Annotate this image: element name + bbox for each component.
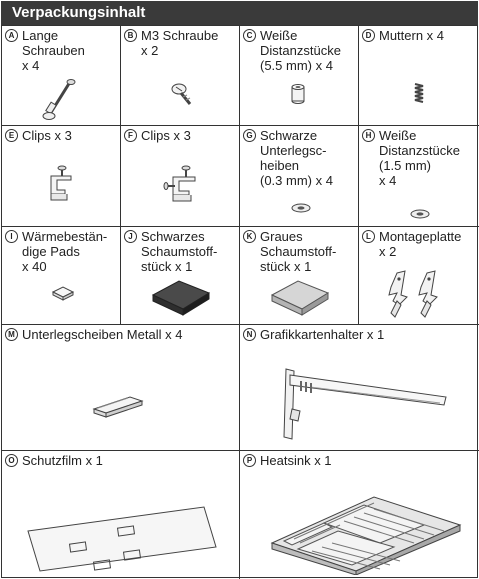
item-cell-a: [2, 26, 121, 126]
item-letter-badge: A: [5, 29, 18, 42]
item-label-j: [124, 229, 217, 274]
item-label-l: [362, 229, 461, 259]
item-letter-badge: E: [5, 129, 18, 142]
item-text: Graues Schaumstoff- stück x 1: [260, 229, 337, 274]
item-cell-h: [359, 126, 479, 227]
item-letter-badge: D: [362, 29, 375, 42]
black-washer-icon: [290, 202, 312, 214]
item-cell-d: [359, 26, 479, 126]
white-washer-icon: [409, 208, 431, 220]
item-label-f: [124, 128, 191, 143]
item-text: Weiße Distanzstücke (1.5 mm) x 4: [379, 128, 460, 188]
clip-icon: [45, 164, 75, 204]
item-label-o: [5, 453, 103, 468]
item-letter-badge: I: [5, 230, 18, 243]
item-label-k: [243, 229, 336, 274]
item-cell-i: [2, 227, 121, 325]
item-label-b: [124, 28, 218, 58]
section-title: Verpackungsinhalt: [1, 1, 478, 25]
black-foam-icon: [149, 277, 213, 319]
item-cell-f: [121, 126, 240, 227]
item-letter-badge: B: [124, 29, 137, 42]
item-text: Clips x 3: [22, 128, 72, 143]
item-label-e: [5, 128, 72, 143]
item-text: Heatsink x 1: [260, 453, 332, 468]
item-cell-l: [359, 227, 479, 325]
m3-screw-icon: [171, 82, 193, 106]
item-letter-badge: L: [362, 230, 375, 243]
item-text: Schutzfilm x 1: [22, 453, 103, 468]
gpu-holder-bracket-icon: [270, 363, 450, 445]
item-cell-b: [121, 26, 240, 126]
item-letter-badge: C: [243, 29, 256, 42]
long-screw-icon: [40, 78, 76, 122]
protective-film-icon: [20, 503, 226, 575]
item-letter-badge: N: [243, 328, 256, 341]
item-text: Schwarze Unterlegsc- heiben (0.3 mm) x 4: [260, 128, 333, 188]
item-text: Wärmebestän- dige Pads x 40: [22, 229, 108, 274]
gray-foam-icon: [268, 277, 332, 319]
item-label-i: [5, 229, 107, 274]
item-letter-badge: O: [5, 454, 18, 467]
item-label-p: [243, 453, 332, 468]
item-text: Weiße Distanzstücke (5.5 mm) x 4: [260, 28, 341, 73]
item-text: Montageplatte x 2: [379, 229, 462, 259]
thermal-pad-icon: [50, 284, 76, 302]
item-label-a: [5, 28, 85, 73]
item-cell-e: [2, 126, 121, 227]
item-letter-badge: H: [362, 129, 375, 142]
contents-grid: [1, 25, 478, 578]
item-text: Muttern x 4: [379, 28, 445, 43]
item-cell-n: [240, 325, 479, 451]
spring-nut-icon: [411, 80, 427, 106]
item-label-n: [243, 327, 384, 342]
white-spacer-icon: [290, 83, 306, 105]
item-cell-p: [240, 451, 479, 579]
item-cell-k: [240, 227, 359, 325]
item-text: Schwarzes Schaumstoff- stück x 1: [141, 229, 218, 274]
item-letter-badge: M: [5, 328, 18, 341]
item-letter-badge: K: [243, 230, 256, 243]
item-cell-g: [240, 126, 359, 227]
item-label-m: [5, 327, 182, 342]
item-text: Unterlegscheiben Metall x 4: [22, 327, 183, 342]
clip-with-screw-icon: [163, 164, 199, 208]
metal-shim-icon: [90, 391, 146, 421]
item-cell-o: [2, 451, 240, 579]
item-label-d: [362, 28, 444, 43]
mounting-plate-icon: [383, 265, 453, 323]
item-text: M3 Schraube x 2: [141, 28, 219, 58]
item-letter-badge: J: [124, 230, 137, 243]
heatsink-icon: [264, 491, 464, 575]
item-text: Clips x 3: [141, 128, 191, 143]
item-label-g: [243, 128, 333, 188]
item-label-h: [362, 128, 460, 188]
item-text: Lange Schrauben x 4: [22, 28, 85, 73]
item-label-c: [243, 28, 341, 73]
item-cell-c: [240, 26, 359, 126]
item-letter-badge: F: [124, 129, 137, 142]
item-letter-badge: P: [243, 454, 256, 467]
item-cell-j: [121, 227, 240, 325]
item-text: Grafikkartenhalter x 1: [260, 327, 385, 342]
item-letter-badge: G: [243, 129, 256, 142]
item-cell-m: [2, 325, 240, 451]
